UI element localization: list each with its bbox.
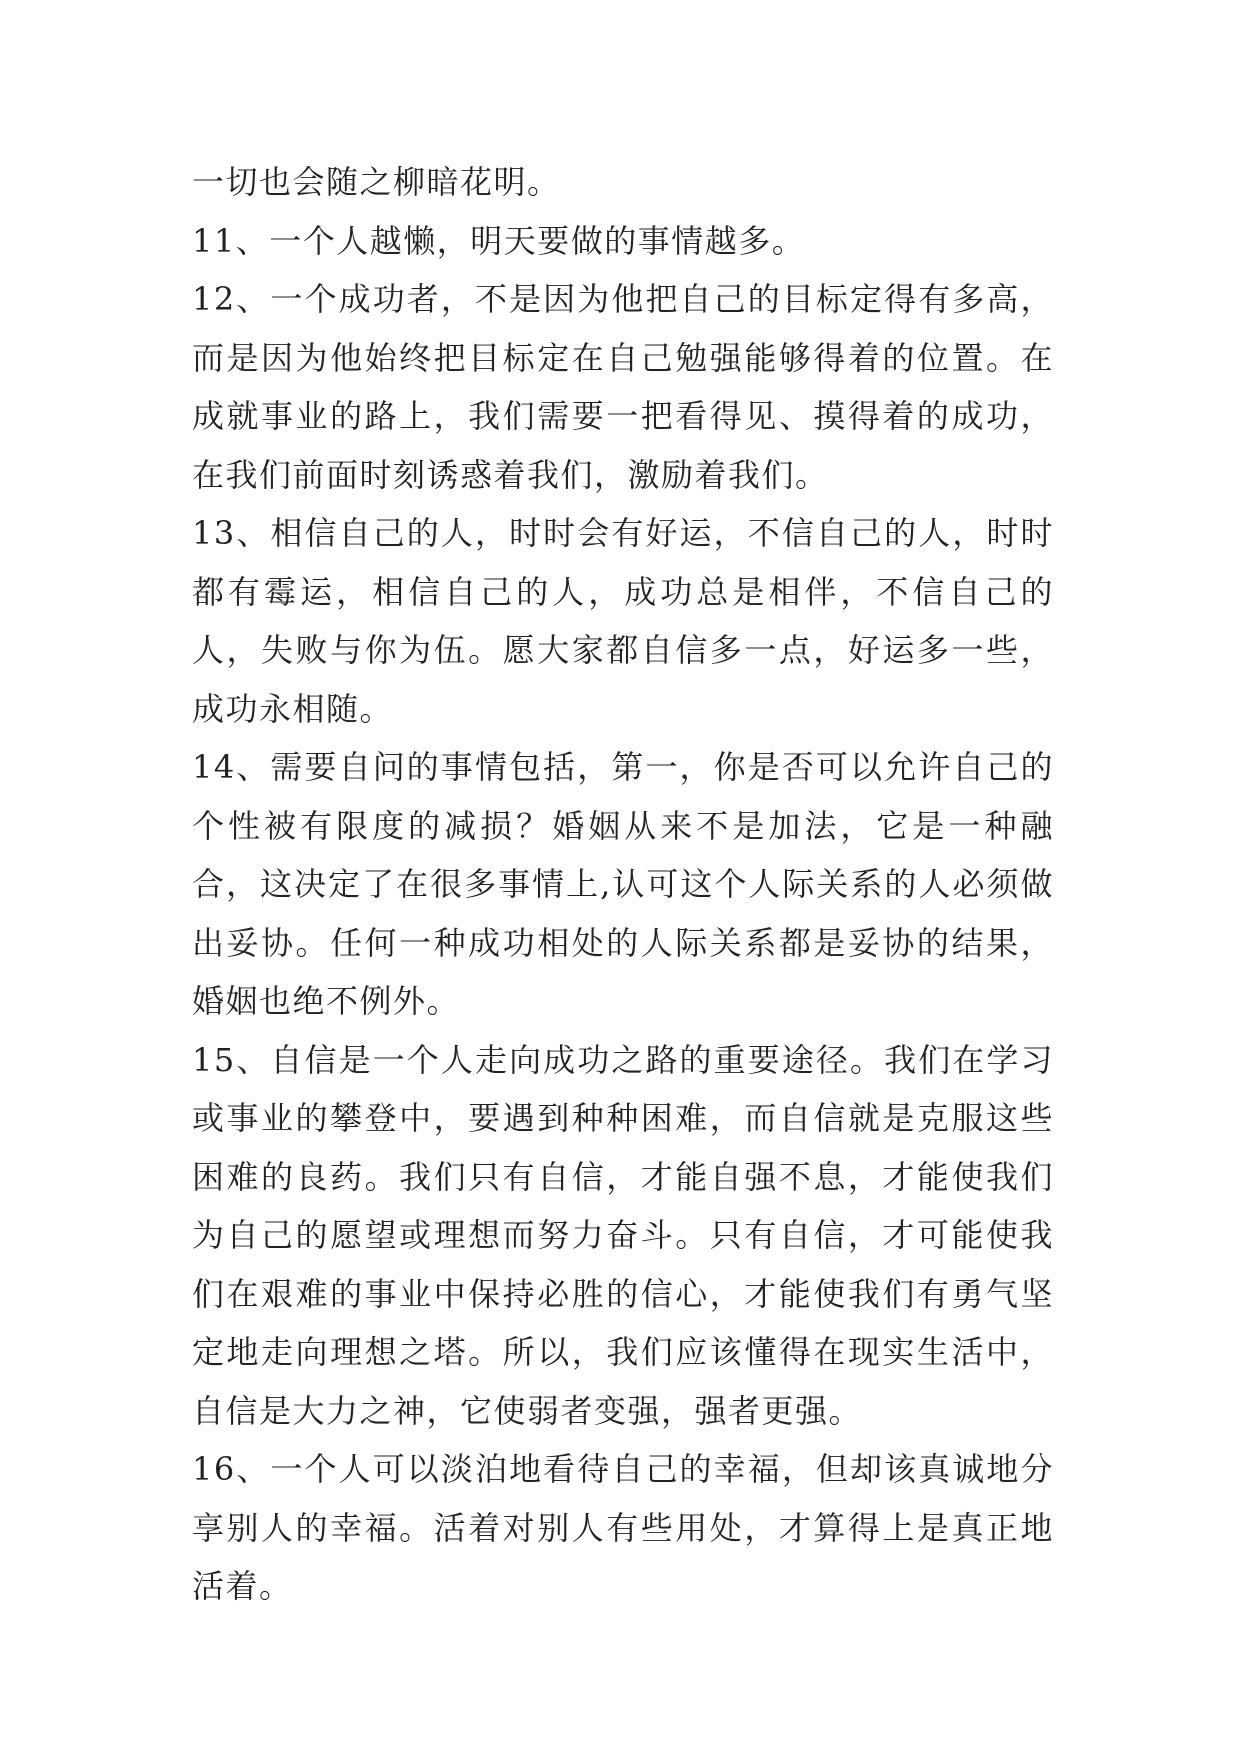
- paragraph-item-15: 15、自信是一个人走向成功之路的重要途径。我们在学习或事业的攀登中，要遇到种种困难，而自信就是克服这些困难的良药。我们只有自信，才能自强不息，才能使我们为自己的愿望或理想而努力奋斗。只有自信，才可能使我们在艰难的事业中保持必胜的信心，才能使我们有勇气坚定地走向理想之塔。所以，我们应该懂得在现实生活中，自信是大力之神，它使弱者变强，强者更强。: [192, 1040, 1054, 1430]
- paragraph-item-12: 12、一个成功者，不是因为他把自己的目标定得有多高，而是因为他始终把目标定在自己勉强能够得着的位置。在成就事业的路上，我们需要一把看得见、摸得着的成功，在我们前面时刻诱惑着我们，激励着我们。: [192, 280, 1054, 494]
- document-body: [192, 153, 1054, 1616]
- paragraph-item-14: 14、需要自问的事情包括，第一，你是否可以允许自己的个性被有限度的减损？婚姻从来不是加法，它是一种融合，这决定了在很多事情上,认可这个人际关系的人必须做出妥协。任何一种成功相处的人际关系都是妥协的结果，婚姻也绝不例外。: [192, 748, 1054, 1020]
- paragraph-continuation: 一切也会随之柳暗花明。: [192, 163, 561, 201]
- paragraph-item-16: 16、一个人可以淡泊地看待自己的幸福，但却该真诚地分享别人的幸福。活着对别人有些用处，才算得上是真正地活着。: [192, 1450, 1054, 1605]
- paragraph-item-11: 11、一个人越懒，明天要做的事情越多。: [192, 221, 806, 260]
- paragraph-item-13: 13、相信自己的人，时时会有好运，不信自己的人，时时都有霉运，相信自己的人，成功总是相伴，不信自己的人，失败与你为伍。愿大家都自信多一点，好运多一些，成功永相随。: [192, 514, 1054, 728]
